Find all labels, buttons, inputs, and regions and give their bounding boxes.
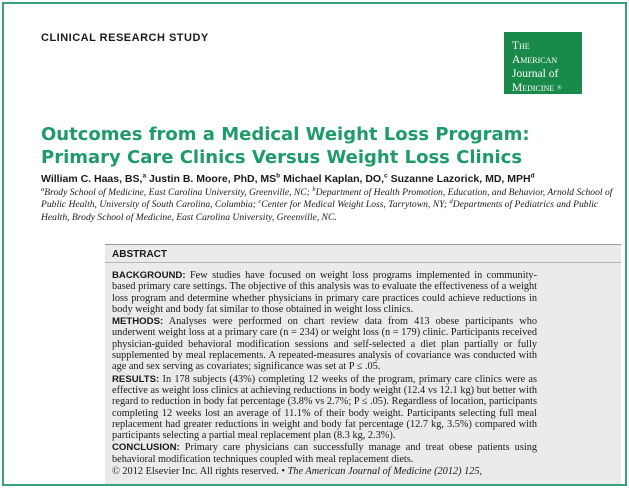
abstract-conclusion	[112, 442, 537, 465]
abstract-heading: ABSTRACT	[112, 249, 167, 260]
methods-label: METHODS:	[112, 316, 164, 328]
affiliations	[41, 187, 621, 224]
journal-logo-line-2: Journal of	[512, 68, 559, 80]
abstract-box	[105, 244, 621, 486]
article-title: Outcomes from a Medical Weight Loss Program: Primary Care Clinics Versus Weight Loss Clinics	[41, 124, 530, 168]
author-affiliation-marker: d	[530, 172, 535, 180]
registered-mark: ®	[557, 85, 562, 92]
abstract-methods	[112, 316, 537, 372]
affiliation-text: Department of Health Promotion, Education, and Behavior, Arnold School of Public Health, University of South Carolina, Columbia;	[41, 187, 613, 211]
author-name: Michael Kaplan, DO,	[283, 173, 385, 185]
author-affiliation-marker: a	[142, 172, 147, 180]
background-text: Few studies have focused on weight loss programs implemented in community-based primary care settings. The objective of this analysis was to evaluate the effectiveness of a weight loss program and determine whether physicians in primary care practices could achieve reductions in body weight and body fat similar to those obtained in weight loss clinics.	[112, 270, 538, 315]
conclusion-text: Primary care physicians can successfully manage and treat obese patients using behavioral modification techniques coupled with meal replacement diets.	[112, 442, 537, 465]
affiliation-marker: d	[449, 198, 453, 206]
conclusion-label: CONCLUSION:	[112, 442, 180, 454]
results-label: RESULTS:	[112, 373, 160, 385]
abstract-footer	[112, 466, 537, 477]
affiliation-marker: c	[258, 198, 262, 206]
footer-bullet: •	[281, 466, 285, 478]
author-list	[41, 173, 601, 185]
abstract-divider	[105, 262, 621, 263]
journal-logo	[504, 32, 582, 94]
results-text: In 178 subjects (43%) completing 12 weeks of the program, primary care clinics were as effective as weight loss clinics at achieving reductions in body weight (12.4 vs 12.1 kg) but better with regard to reduction in body fat percentage (3.8% vs 2.7%; P ≤ .05). Regardless of location, participants completing 12 weeks lost an average of 11.1% of their body weight. Participants selecting full meal replacement had greater reductions in weight and body fat percentage (12.7 kg, 3.5%) compared with participants selecting a partial meal replacement plan (8.3 kg, 2.3%).	[112, 373, 537, 442]
abstract-background	[112, 270, 537, 315]
author-name: William C. Haas, BS,	[41, 173, 143, 185]
journal-logo-line-1: The American	[512, 40, 558, 66]
copyright-notice: © 2012 Elsevier Inc. All rights reserved.	[112, 466, 279, 478]
affiliation-marker: b	[312, 185, 316, 193]
abstract-results	[112, 374, 537, 442]
methods-text: Analyses were performed on chart review data from 413 obese participants who underwent weight loss at a primary care (n = 234) or weight loss (n = 179) clinic. Participants received physician-guided behavioral modification sessions and self-selected a diet plan partially or fully supplemented by meal replacements. A repeated-measures analysis of covariance was conducted with age and sex serving as covariates; significance was set at P ≤ .05.	[112, 316, 537, 373]
affiliation-marker: a	[41, 185, 45, 193]
background-label: BACKGROUND:	[112, 270, 186, 281]
article-page	[2, 2, 627, 486]
abstract-body	[112, 270, 537, 478]
journal-logo-line-3-wrap	[512, 81, 577, 95]
journal-citation: The American Journal of Medicine (2012) 125,	[287, 466, 483, 478]
author-name: Suzanne Lazorick, MD, MPH	[390, 173, 531, 185]
affiliation-text: Brody School of Medicine, East Carolina University, Greenville, NC;	[44, 187, 310, 198]
affiliation-text: Center for Medical Weight Loss, Tarrytown, NY;	[261, 199, 448, 211]
author-name: Justin B. Moore, PhD, MS	[148, 173, 277, 185]
journal-logo-line-3: Medicine	[512, 82, 555, 94]
study-type-label: CLINICAL RESEARCH STUDY	[41, 32, 209, 44]
affiliation-text: Departments of Pediatrics and Public Health, Brody School of Medicine, East Carolina University, Greenville, NC.	[41, 199, 599, 223]
author-affiliation-marker: c	[384, 172, 388, 180]
author-affiliation-marker: b	[276, 172, 281, 180]
